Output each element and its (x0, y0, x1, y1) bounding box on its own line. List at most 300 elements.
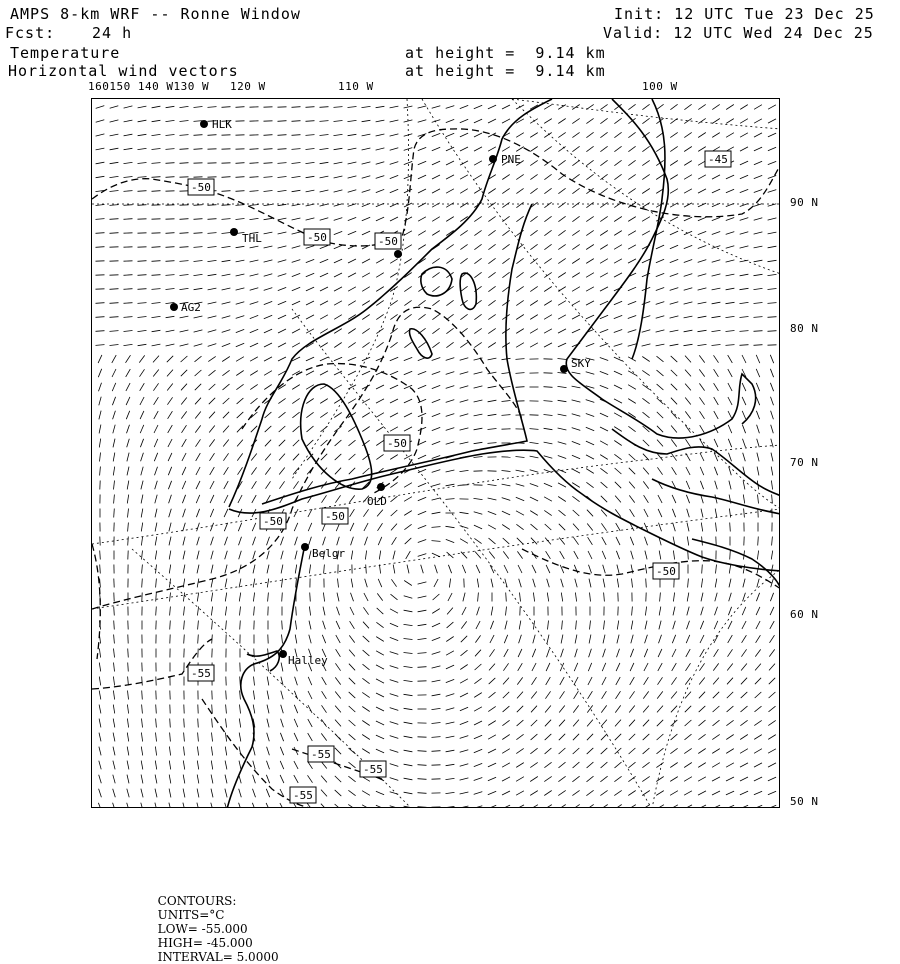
wind-vector (754, 763, 762, 767)
wind-vector (208, 356, 215, 361)
wind-vector (348, 357, 356, 361)
wind-vector (208, 316, 217, 318)
wind-vector (152, 247, 161, 248)
wind-vector (715, 481, 718, 490)
wind-vector (197, 593, 198, 602)
wind-vector (348, 148, 357, 150)
wind-vector (656, 175, 664, 180)
wind-vector (96, 345, 105, 346)
wind-vector (363, 636, 370, 642)
wind-vector (294, 523, 298, 531)
wind-vector (572, 469, 580, 473)
wind-vector (572, 287, 580, 292)
wind-vector (642, 104, 649, 109)
wind-vector (267, 579, 268, 588)
wind-vector (222, 302, 231, 304)
wind-vector (686, 635, 690, 643)
wind-vector (184, 733, 185, 742)
wind-vector (208, 344, 217, 347)
wind-vector (138, 148, 147, 149)
wind-vector (530, 791, 538, 796)
wind-vector (362, 735, 370, 740)
wind-vector (96, 120, 105, 122)
wind-vector (279, 481, 284, 488)
wind-vector (407, 565, 409, 574)
wind-vector (630, 537, 633, 545)
wind-vector (740, 317, 749, 318)
wind-vector (363, 664, 370, 670)
wind-vector (629, 454, 636, 460)
wind-vector (418, 624, 427, 625)
wind-vector (503, 551, 508, 558)
wind-vector (614, 344, 623, 347)
wind-vector (671, 706, 677, 713)
wind-vector (168, 481, 171, 489)
wind-vector (376, 120, 385, 122)
wind-vector (729, 467, 732, 476)
wind-vector (250, 288, 259, 291)
wind-vector (545, 538, 551, 545)
wind-vector (253, 789, 256, 797)
wind-vector (334, 107, 343, 108)
wind-vector (558, 230, 565, 235)
wind-vector (672, 663, 677, 671)
wind-vector (754, 303, 763, 304)
wind-vector (530, 343, 538, 347)
wind-vector (657, 440, 663, 447)
wind-vector (645, 537, 648, 546)
wind-vector (236, 371, 243, 376)
wind-vector (180, 275, 189, 276)
wind-vector (645, 565, 646, 574)
wind-vector (712, 763, 720, 768)
wind-vector (559, 748, 566, 754)
wind-vector (740, 119, 748, 124)
wind-vector (589, 565, 592, 573)
wind-vector (152, 191, 161, 192)
wind-vector (502, 498, 511, 501)
wind-vector (587, 734, 593, 740)
wind-vector (587, 524, 593, 531)
wind-vector (687, 537, 688, 546)
wind-vector (684, 274, 693, 277)
wind-vector (253, 579, 255, 588)
wind-vector (544, 415, 553, 416)
wind-vector (391, 496, 398, 502)
contour-box-minus50-b (304, 229, 330, 245)
wind-vector (432, 512, 441, 514)
wind-vector (531, 720, 537, 726)
station-label-pne: PNE (501, 153, 521, 166)
wind-vector (99, 383, 102, 392)
wind-vector (684, 161, 692, 166)
wind-vector (169, 537, 171, 546)
wind-vector (209, 370, 216, 376)
wind-vector (446, 106, 455, 109)
wind-vector (362, 231, 370, 235)
wind-vector (686, 481, 690, 489)
wind-vector (531, 706, 537, 713)
wind-vector (656, 777, 663, 782)
wind-vector (366, 565, 367, 574)
wind-vector (558, 119, 565, 124)
wind-vector (183, 775, 185, 784)
wind-vector (295, 551, 297, 560)
wind-vector (349, 650, 355, 657)
wind-vector (754, 147, 762, 151)
wind-vector (295, 621, 296, 630)
wind-vector (475, 635, 480, 642)
wind-vector (310, 593, 311, 602)
contour-box-minus55-a (188, 665, 214, 681)
wind-vector (478, 593, 479, 602)
wind-vector (432, 737, 441, 738)
wind-vector (152, 149, 161, 150)
wind-vector (418, 106, 427, 108)
wind-vector (698, 344, 707, 345)
wind-vector (505, 621, 507, 630)
wind-vector (645, 621, 647, 630)
wind-vector (757, 453, 759, 462)
wind-vector (740, 749, 748, 754)
wind-vector (670, 146, 677, 151)
wind-vector (643, 481, 648, 488)
wind-vector (138, 289, 147, 290)
wind-vector (544, 315, 552, 320)
wind-vector (460, 736, 469, 739)
wind-vector (240, 607, 241, 616)
wind-vector (474, 372, 483, 374)
wind-vector (418, 342, 425, 347)
wind-vector (294, 775, 298, 783)
wind-vector (573, 748, 580, 754)
wind-vector (769, 649, 774, 656)
wind-vector (391, 594, 398, 600)
wind-vector (474, 230, 481, 235)
wind-vector (670, 259, 678, 262)
wind-vector (167, 384, 173, 391)
wind-vector (547, 635, 549, 644)
wind-vector (657, 706, 663, 713)
wind-vector (225, 593, 226, 602)
wind-vector (264, 204, 273, 205)
station-label-ag2: AG2 (181, 301, 201, 314)
wind-vector (743, 579, 745, 588)
wind-vector (544, 272, 551, 277)
wind-vector (418, 596, 427, 598)
wind-vector (253, 593, 254, 602)
wind-vector (126, 383, 130, 391)
wind-vector (267, 677, 269, 686)
wind-vector (712, 734, 719, 739)
wind-vector (714, 397, 719, 405)
wind-vector (516, 524, 523, 529)
wind-vector (628, 174, 635, 179)
wind-vector (267, 705, 269, 714)
wind-vector (520, 593, 521, 602)
wind-vector (628, 791, 635, 796)
wind-vector (699, 355, 704, 362)
wind-vector (488, 400, 497, 402)
wind-vector (264, 149, 273, 150)
wind-vector (530, 484, 538, 487)
wind-vector (390, 259, 398, 264)
wind-vector (530, 160, 537, 165)
wind-vector (99, 411, 101, 420)
wind-vector (433, 594, 440, 600)
wind-vector (685, 398, 691, 405)
wind-vector (558, 301, 566, 306)
wind-vector (559, 706, 565, 713)
wind-vector (586, 202, 593, 207)
wind-vector (194, 107, 203, 108)
wind-vector (320, 343, 328, 348)
wind-vector (670, 302, 679, 304)
wind-vector (670, 104, 677, 109)
wind-vector (727, 678, 733, 685)
wind-vector (335, 748, 341, 754)
wind-vector (141, 747, 142, 756)
wind-vector (211, 761, 212, 770)
wind-vector (768, 218, 777, 220)
wind-vector (110, 345, 119, 346)
wind-vector (211, 775, 213, 784)
wind-vector (715, 509, 717, 518)
wind-vector (99, 733, 101, 742)
wind-vector (628, 399, 636, 404)
wind-vector (337, 607, 340, 615)
wind-vector (586, 372, 595, 374)
wind-vector (544, 329, 552, 333)
coast-peninsula-east (632, 99, 665, 359)
wind-vector (432, 217, 440, 222)
wind-vector (642, 189, 650, 194)
wind-vector (166, 261, 175, 262)
wind-vector (614, 231, 622, 236)
wind-vector (390, 680, 399, 683)
wind-vector (600, 160, 607, 165)
wind-vector (628, 426, 635, 431)
wind-vector (418, 413, 426, 417)
wind-vector (630, 509, 635, 517)
wind-vector (740, 105, 748, 110)
wind-vector (656, 316, 665, 318)
wind-vector (756, 411, 759, 419)
wind-vector (267, 691, 269, 700)
wind-vector (96, 106, 105, 109)
wind-vector (743, 495, 744, 504)
wind-vector (141, 775, 143, 784)
wind-vector (572, 188, 579, 193)
wind-vector (100, 467, 101, 476)
wind-vector (334, 287, 342, 291)
wind-vector (684, 805, 692, 808)
wind-vector (771, 467, 773, 476)
wind-vector (572, 414, 581, 416)
wind-vector (376, 259, 384, 263)
wind-vector (155, 509, 157, 518)
wind-vector (114, 663, 115, 672)
wind-vector (558, 329, 566, 333)
wind-vector (643, 720, 649, 727)
wind-vector (643, 412, 650, 418)
wind-vector (642, 203, 650, 208)
wind-vector (281, 551, 283, 560)
lat-label-90: 90 N (790, 196, 819, 209)
wind-vector (616, 523, 621, 531)
wind-vector (155, 523, 157, 532)
wind-vector (225, 551, 228, 560)
wind-vector (376, 637, 384, 642)
wind-vector (362, 217, 370, 220)
wind-vector (236, 343, 244, 346)
wind-vector (282, 593, 283, 602)
wind-vector (769, 664, 775, 671)
wind-vector (432, 372, 440, 375)
wind-vector (656, 762, 663, 767)
wind-vector (127, 803, 130, 808)
wind-vector (516, 343, 524, 348)
wind-vector (686, 663, 691, 671)
wind-vector (614, 330, 622, 333)
wind-vector (645, 635, 648, 644)
wind-vector (474, 414, 483, 416)
wind-vector (348, 342, 355, 347)
wind-vector (113, 467, 114, 476)
wind-vector (166, 135, 175, 136)
wind-vector (768, 805, 776, 808)
wind-vector (491, 579, 493, 588)
wind-vector (183, 509, 186, 518)
wind-vector (660, 593, 661, 602)
wind-vector (616, 677, 620, 685)
wind-vector (586, 287, 594, 291)
wind-vector (728, 411, 732, 419)
wind-vector (292, 149, 301, 150)
wind-vector (670, 245, 678, 249)
wind-vector (586, 132, 593, 137)
wind-vector (699, 692, 705, 699)
wind-vector (180, 106, 189, 107)
wind-vector (264, 357, 272, 361)
wind-vector (390, 357, 398, 360)
wind-vector (250, 218, 259, 219)
contours-label: CONTOURS: (158, 894, 237, 908)
wind-vector (614, 146, 621, 151)
wind-vector (755, 692, 762, 698)
wind-vector (588, 663, 591, 671)
wind-vector (656, 302, 665, 305)
wind-vector (726, 246, 735, 248)
wind-vector (307, 426, 314, 432)
wind-vector (561, 649, 564, 658)
wind-vector (390, 385, 398, 389)
wind-vector (208, 330, 217, 333)
wind-vector (488, 414, 497, 415)
wind-vector (236, 357, 244, 362)
wind-vector (768, 331, 777, 332)
wind-vector (210, 495, 214, 503)
wind-vector (323, 537, 326, 546)
wind-vector (686, 439, 691, 447)
wind-vector (756, 397, 759, 405)
wind-vector (586, 804, 593, 808)
wind-vector (309, 621, 311, 630)
wind-vector (656, 203, 664, 208)
wind-vector (138, 106, 147, 108)
wind-vector (740, 331, 749, 332)
wind-vector (168, 425, 173, 433)
station-dot-ag2 (170, 303, 178, 311)
wind-vector (559, 762, 566, 768)
wind-vector (474, 161, 482, 165)
wind-vector (572, 146, 579, 151)
wind-vector (306, 246, 315, 249)
wind-vector (278, 274, 287, 277)
wind-vector (267, 747, 270, 756)
wind-vector (292, 176, 301, 177)
wind-vector (488, 791, 496, 794)
wind-vector (617, 565, 619, 574)
wind-vector (194, 233, 203, 234)
wind-vector (629, 720, 635, 727)
wind-vector (390, 175, 398, 178)
wind-vector (544, 510, 551, 515)
wind-vector (224, 509, 228, 517)
wind-vector (572, 160, 579, 165)
wind-vector (334, 273, 342, 277)
wind-vector (306, 162, 315, 163)
wind-vector (740, 189, 748, 192)
station-label-thl: THL (242, 232, 262, 245)
wind-vector (446, 119, 454, 122)
wind-vector (432, 203, 440, 207)
wind-vector (629, 748, 636, 754)
wind-vector (265, 426, 272, 432)
wind-vector (614, 413, 622, 417)
wind-vector (460, 147, 468, 151)
wind-vector (558, 442, 567, 445)
wind-vector (265, 467, 270, 474)
wind-vector (334, 426, 341, 431)
wind-vector (586, 146, 593, 151)
wind-vector (670, 791, 678, 796)
wind-vector (530, 497, 538, 501)
wind-vector (544, 791, 551, 796)
wind-vector (502, 358, 511, 359)
wind-vector (559, 524, 565, 530)
wind-vector (771, 411, 774, 420)
wind-vector (740, 133, 748, 137)
wind-vector (656, 146, 663, 151)
wind-vector (572, 441, 580, 444)
wind-vector (124, 134, 133, 136)
wind-vector (432, 470, 441, 473)
wind-vector (306, 301, 314, 305)
wind-vector (502, 763, 510, 767)
wind-vector (250, 302, 259, 305)
wind-vector (222, 274, 231, 276)
wind-vector (516, 457, 525, 458)
wind-vector (404, 596, 413, 599)
wind-vector (630, 663, 634, 671)
wind-vector (376, 189, 384, 192)
wind-vector (684, 175, 692, 180)
wind-vector (727, 706, 734, 712)
wind-vector (756, 369, 760, 377)
wind-vector (502, 202, 509, 207)
wind-vector (560, 551, 565, 559)
